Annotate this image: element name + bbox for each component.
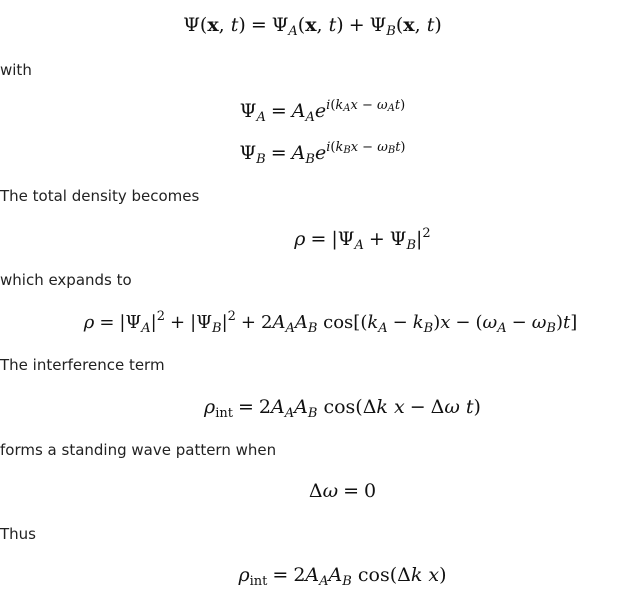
paragraph-thus: Thus [0, 525, 36, 543]
equation-psi-a: $\Psi_A = A_Ae^{i(k_Ax - \omega_At)}$ [239, 98, 406, 125]
paragraph-standing-wave: forms a standing wave pattern when [0, 441, 277, 459]
equation-superposition: Ψ(x, $t) = \Psi_A(x$, $t) + \Psi_B(x$, t) [183, 14, 442, 39]
equation-condition: Δω = 0 [308, 480, 377, 502]
equation-result: $\rho_{int} = 2A_AA_B$ cos(Δk x) [238, 564, 447, 589]
equation-interference: $\rho_{int} = 2A_AA_B$ cos(Δk x − Δω t) [204, 396, 481, 421]
equation-density: $\rho = |\Psi_A + \Psi_B|^2$ [294, 226, 431, 253]
paragraph-expands: which expands to [0, 271, 132, 289]
equation-psi-b: $\Psi_B = A_Be^{i(k_Bx - \omega_Bt)}$ [239, 140, 406, 167]
paragraph-total-density: The total density becomes [0, 187, 200, 205]
equation-expanded: $\rho = |\Psi_A|^2 + |\Psi_B|^2 + 2A_AA_B$ $\cos[(k_A - k_B)x - (\omega_A - \omega_B)t]$ [83, 309, 578, 336]
paragraph-with: with [0, 61, 32, 79]
paragraph-interference-term: The interference term [0, 356, 165, 374]
